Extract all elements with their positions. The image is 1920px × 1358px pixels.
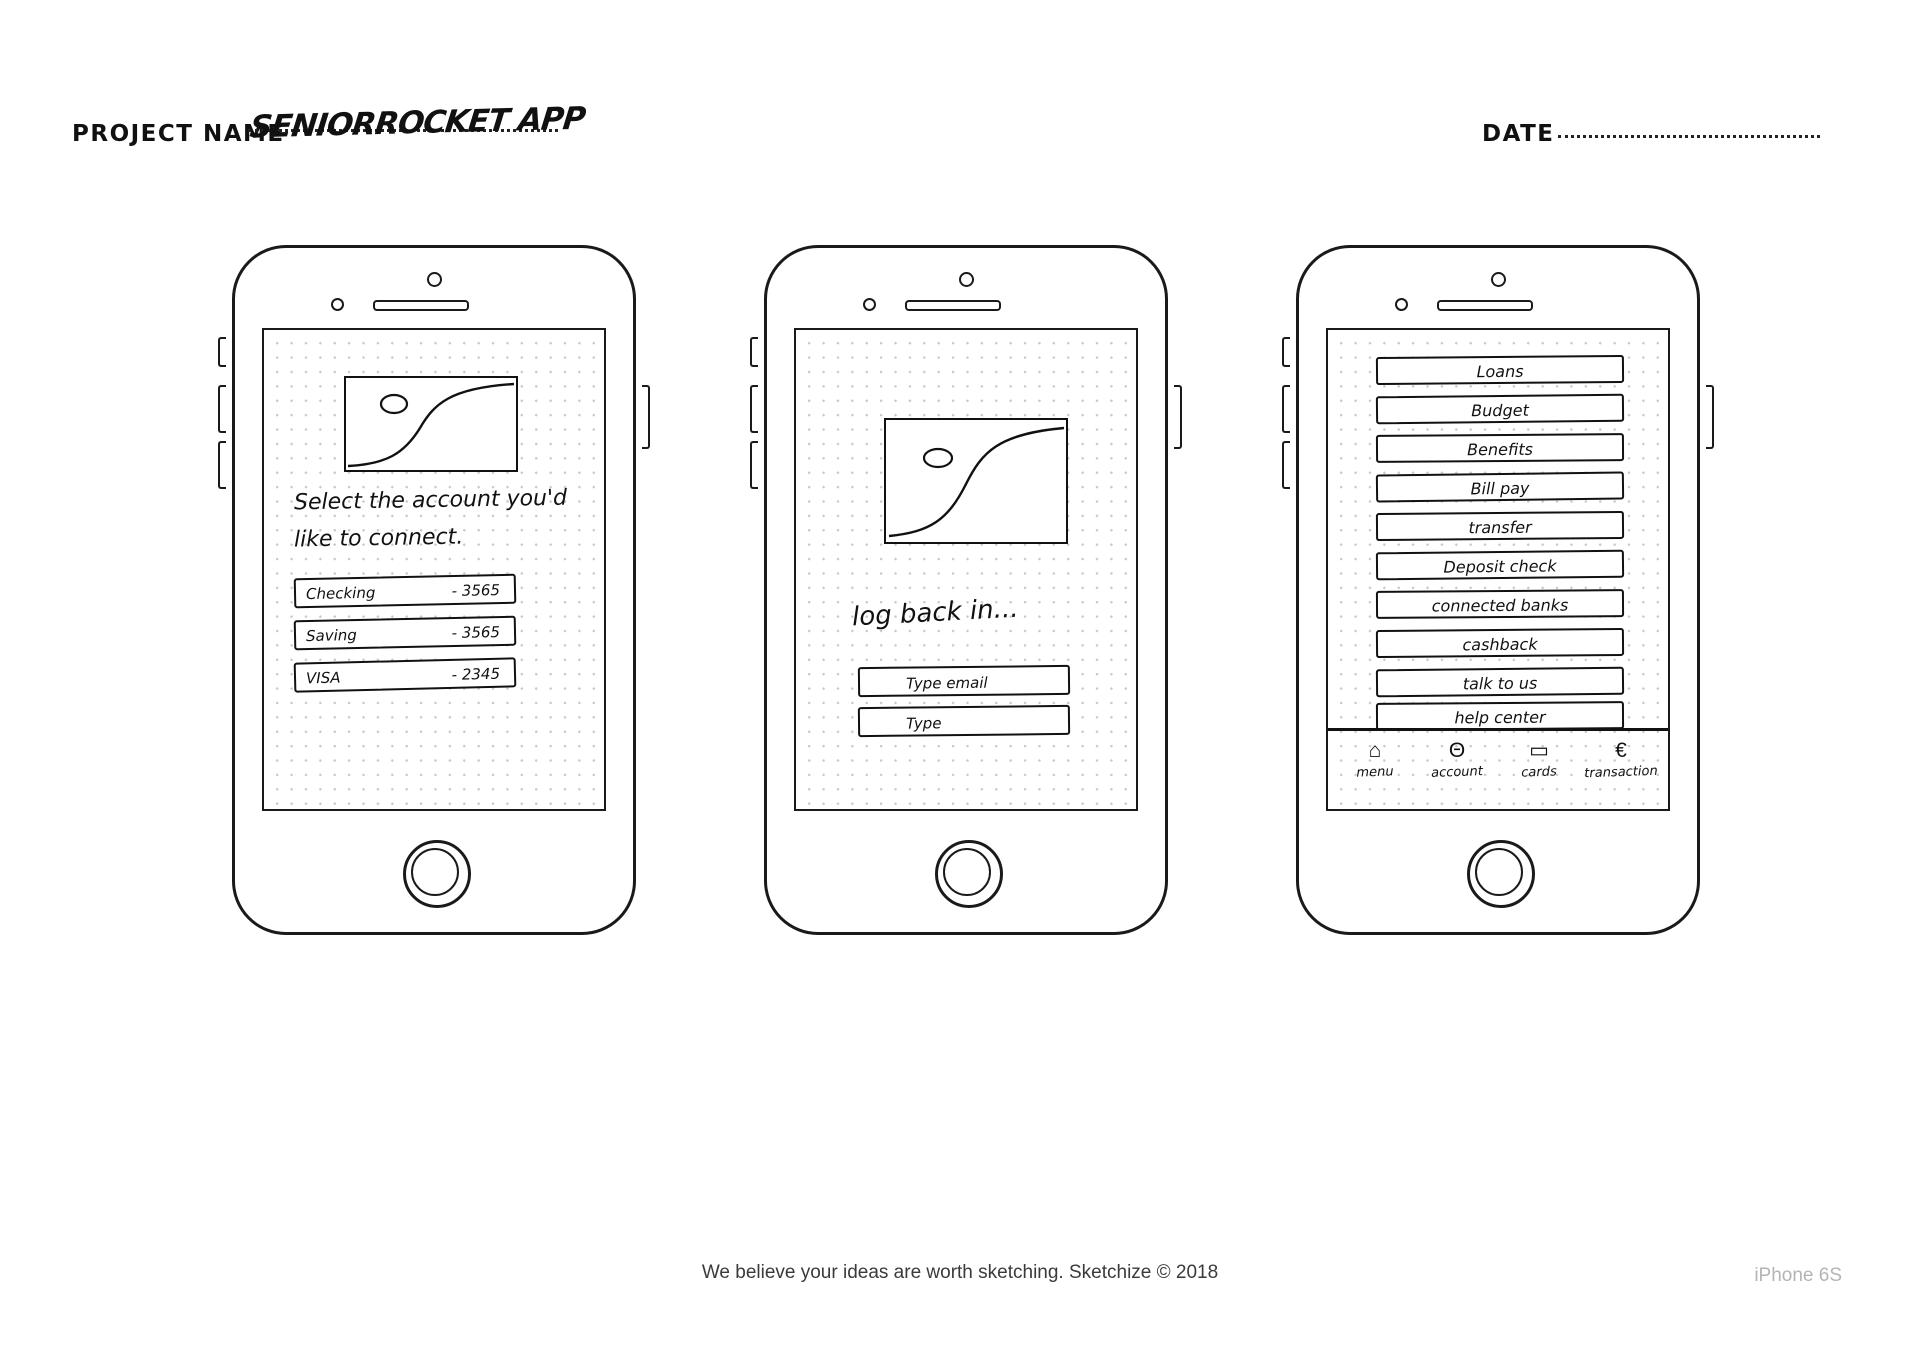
account-name: VISA (305, 668, 341, 688)
hero-image-placeholder (344, 376, 518, 472)
phone-mockup-main-menu (1282, 245, 1714, 935)
tab-label: cards (1520, 764, 1557, 781)
volume-up-button[interactable] (218, 385, 226, 433)
home-button[interactable] (1467, 840, 1535, 908)
front-camera-icon (959, 272, 974, 287)
tab-menu[interactable] (1334, 739, 1416, 780)
menu-item-help-center[interactable] (1376, 701, 1624, 731)
card-icon: ▭ (1529, 739, 1549, 762)
password-field-placeholder: Type (905, 714, 942, 733)
screen-main-menu (1326, 328, 1670, 811)
tab-cards[interactable] (1498, 739, 1580, 780)
account-number: - 2345 (451, 664, 501, 684)
account-name: Checking (305, 583, 376, 604)
tab-label: transaction (1584, 763, 1658, 782)
proximity-sensor-icon (331, 298, 344, 311)
home-icon: ⌂ (1368, 739, 1382, 762)
mute-switch[interactable] (218, 337, 226, 367)
phone-body (764, 245, 1168, 935)
prompt-line-1: Select the account you'd (293, 485, 568, 516)
phone-body (1296, 245, 1700, 935)
phone-mockup-connect-account (218, 245, 650, 935)
phone-body (232, 245, 636, 935)
home-button[interactable] (403, 840, 471, 908)
menu-item-connected-banks[interactable] (1376, 589, 1624, 619)
menu-item-budget[interactable] (1376, 394, 1624, 425)
volume-down-button[interactable] (1282, 441, 1290, 489)
person-icon: Θ (1448, 739, 1466, 762)
proximity-sensor-icon (1395, 298, 1408, 311)
date-label: DATE (1482, 121, 1555, 147)
email-field-placeholder: Type email (905, 673, 988, 693)
menu-item-label: Deposit check (1443, 556, 1557, 577)
earpiece-speaker (373, 300, 469, 311)
earpiece-speaker (905, 300, 1001, 311)
menu-item-label: Loans (1476, 361, 1524, 382)
bottom-tab-bar (1328, 728, 1670, 811)
mute-switch[interactable] (750, 337, 758, 367)
login-prompt: log back in... (851, 593, 1020, 633)
power-button[interactable] (1706, 385, 1714, 449)
home-button[interactable] (935, 840, 1003, 908)
volume-down-button[interactable] (218, 441, 226, 489)
menu-item-label: Bill pay (1470, 478, 1530, 499)
device-label: iPhone 6S (1754, 1265, 1842, 1286)
email-field[interactable] (858, 665, 1070, 697)
project-name-label: PROJECT NAME (72, 121, 285, 147)
menu-item-transfer[interactable] (1376, 511, 1624, 541)
power-button[interactable] (1174, 385, 1182, 449)
menu-item-label: help center (1454, 707, 1546, 728)
menu-item-benefits[interactable] (1376, 433, 1624, 463)
menu-item-label: cashback (1462, 634, 1538, 655)
menu-item-label: Budget (1471, 400, 1529, 421)
earpiece-speaker (1437, 300, 1533, 311)
screen-connect-account (262, 328, 606, 811)
menu-item-deposit-check[interactable] (1376, 550, 1624, 581)
euro-icon: € (1615, 739, 1627, 762)
volume-up-button[interactable] (750, 385, 758, 433)
hero-image-placeholder (884, 418, 1068, 544)
account-option-visa[interactable] (294, 657, 517, 692)
prompt-line-2: like to connect. (293, 524, 464, 553)
volume-down-button[interactable] (750, 441, 758, 489)
account-option-checking[interactable] (294, 574, 517, 609)
front-camera-icon (427, 272, 442, 287)
tab-account[interactable] (1416, 739, 1498, 780)
front-camera-icon (1491, 272, 1506, 287)
menu-item-bill-pay[interactable] (1376, 471, 1624, 502)
menu-item-label: talk to us (1462, 673, 1538, 694)
project-name-value[interactable]: SENIORROCKET APP (247, 100, 587, 146)
screen-log-back-in (794, 328, 1138, 811)
menu-item-cashback[interactable] (1376, 628, 1624, 658)
account-option-saving[interactable] (294, 616, 517, 651)
tab-label: account (1430, 764, 1484, 781)
menu-item-label: transfer (1468, 517, 1532, 538)
volume-up-button[interactable] (1282, 385, 1290, 433)
account-number: - 3565 (451, 581, 501, 601)
mute-switch[interactable] (1282, 337, 1290, 367)
menu-item-talk-to-us[interactable] (1376, 667, 1624, 698)
account-number: - 3565 (451, 623, 501, 643)
menu-item-label: Benefits (1467, 439, 1533, 460)
password-field[interactable] (858, 705, 1070, 737)
phone-mockup-log-back-in (750, 245, 1182, 935)
date-value-field[interactable] (1558, 135, 1820, 138)
proximity-sensor-icon (863, 298, 876, 311)
menu-item-loans[interactable] (1376, 355, 1624, 385)
power-button[interactable] (642, 385, 650, 449)
tab-label: menu (1356, 764, 1394, 781)
sheet-header (0, 100, 1920, 165)
tab-transaction[interactable] (1580, 739, 1662, 780)
account-name: Saving (305, 626, 358, 646)
footer-note: We believe your ideas are worth sketching. Sketchize © 2018 (701, 1262, 1219, 1283)
menu-item-label: connected banks (1431, 595, 1569, 616)
